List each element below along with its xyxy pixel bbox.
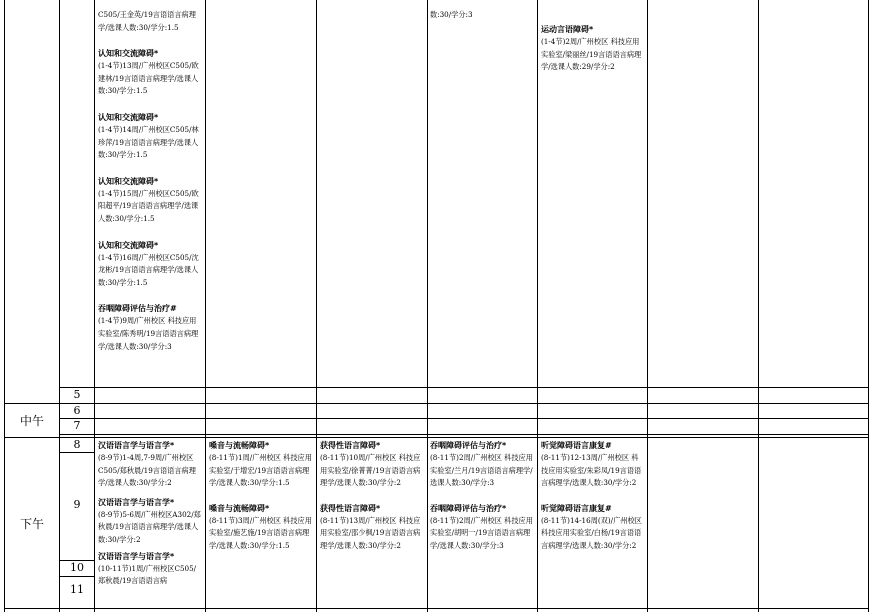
course-detail: (8-9节)5-6周/广州校区A302/郑秋晨/19言语语言病理学/选课人数:30/学分:2: [98, 509, 201, 544]
grid-line: [59, 434, 868, 435]
course-detail: (1-4节)14周/广州校区C505/林珍萍/19言语语言病理学/选课人数:30/学分:1.5: [98, 124, 199, 160]
course-title: 认知和交流障碍*: [98, 176, 159, 186]
course-cell-afternoon-col5: [541, 439, 645, 607]
period-number: 6: [73, 404, 81, 417]
grid-line: [537, 0, 538, 612]
course-title: 运动言语障碍*: [541, 25, 594, 34]
course-detail: (1-4节)15周/广州校区C505/欧阳超平/19言语语言病理学/选课人数:30/学分:1.5: [98, 188, 199, 223]
grid-line: [59, 0, 60, 612]
course-detail: 数:30/学分:3: [430, 10, 473, 19]
course-detail: (8-11节)1周/广州校区 科技应用实验室/于增宏/19言语语言病理学/选课人数:30/学分:1.5: [209, 453, 312, 488]
grid-line: [205, 0, 206, 612]
course-cell-afternoon-col4: [430, 439, 534, 607]
course-title: 获得性语言障碍*: [320, 503, 381, 513]
period-number: 8: [73, 438, 81, 451]
course-cell-upper-col5: [541, 23, 645, 103]
course-detail: (8-11节)2周/广州校区 科技应用实验室/兰月/19言语语言病理学/选课人数:30/学分:3: [430, 453, 533, 488]
grid-line: [868, 0, 869, 612]
grid-line: [59, 418, 868, 419]
course-detail: (8-11节)13周/广州校区 科技应用实验室/邵少枫/19言语语言病理学/选课人数:30/学分:2: [320, 515, 421, 550]
period-number: 11: [70, 583, 84, 596]
course-title: 汉语语言学与语言学*: [98, 497, 175, 507]
course-title: 汉语语言学与语言学*: [98, 551, 175, 561]
course-detail: (1-4节)13周/广州校区C505/欧建林/19言语语言病理学/选课人数:30/学分:1.5: [98, 61, 199, 96]
grid-line: [4, 608, 868, 609]
period-number: 7: [73, 419, 81, 432]
period-number: 9: [73, 498, 81, 511]
course-detail: (1-4节)2周/广州校区 科技应用实验室/梁丽丝/19言语语言病理学/选课人数:29/学分:2: [541, 37, 642, 72]
course-title: 听觉障碍语言康复#: [541, 503, 612, 513]
grid-line: [59, 576, 95, 577]
grid-line: [4, 437, 868, 438]
course-title: 听觉障碍语言康复#: [541, 441, 612, 450]
course-title: 获得性语言障碍*: [320, 441, 381, 450]
course-title: 吞咽障碍评估与治疗*: [430, 441, 507, 450]
grid-line: [647, 0, 648, 612]
course-cell-afternoon-col2: [209, 439, 313, 607]
grid-line: [59, 387, 868, 388]
course-detail: (8-11节)14-16周(双)/广州校区 科技应用实验室/白杨/19言语语言病理学/选课人数:30/学分:2: [541, 515, 642, 550]
course-detail: (10-11节)1周/广州校区C505/郑秋晨/19言语语言病: [98, 563, 197, 586]
course-detail: (8-11节)2周/广州校区 科技应用实验室/胡明一/19言语语言病理学/选课人数:30/学分:3: [430, 515, 533, 550]
course-detail: (1-4节)9周/广州校区 科技应用实验室/陈秀明/19言语语言病理学/选课人数:30/学分:3: [98, 316, 199, 351]
section-label-noon: 中午: [19, 414, 44, 428]
course-title: 嗓音与流畅障碍*: [209, 503, 270, 513]
course-title: 认知和交流障碍*: [98, 112, 159, 122]
course-title: 嗓音与流畅障碍*: [209, 441, 270, 450]
course-cell-upper-col4: [430, 9, 534, 29]
course-cell-afternoon-col1: [98, 439, 202, 607]
grid-line: [316, 0, 317, 612]
section-label-afternoon: 下午: [19, 517, 44, 531]
course-title: 汉语语言学与语言学*: [98, 441, 175, 450]
course-detail: (8-11节)3周/广州校区 科技应用实验室/施艺施/19言语语言病理学/选课人数:30/学分:1.5: [209, 515, 312, 550]
course-title: 认知和交流障碍*: [98, 49, 159, 59]
course-title: 吞咽障碍评估与治疗*: [430, 503, 507, 513]
grid-line: [59, 452, 95, 453]
course-cell-upper-col1: [98, 9, 202, 387]
course-detail: (1-4节)16周/广州校区C505/沈龙彬/19言语语言病理学/选课人数:30/学分:1.5: [98, 252, 199, 287]
grid-line: [427, 0, 428, 612]
course-title: 吞咽障碍评估与治疗#: [98, 304, 177, 314]
course-detail: (8-11节)10周/广州校区 科技应用实验室/徐菁菁/19言语语言病理学/选课人数:30/学分:2: [320, 453, 421, 488]
grid-line: [94, 0, 95, 612]
grid-line: [758, 0, 759, 612]
grid-line: [4, 403, 868, 404]
course-title: 认知和交流障碍*: [98, 240, 159, 250]
period-number: 10: [70, 561, 84, 574]
course-detail: (8-11节)12-13周/广州校区 科技应用实验室/朱彩凤/19言语语言病理学/选课人数:30/学分:2: [541, 453, 642, 488]
course-cell-afternoon-col3: [320, 439, 424, 607]
course-detail: C505/王金英/19言语语言病理学/选课人数:30/学分:1.5: [98, 10, 196, 32]
period-number: 5: [73, 388, 81, 401]
course-detail: (8-9节)1-4周,7-9周/广州校区C505/郑秋晨/19言语语言病理学/选课人数:30/学分:2: [98, 453, 196, 488]
